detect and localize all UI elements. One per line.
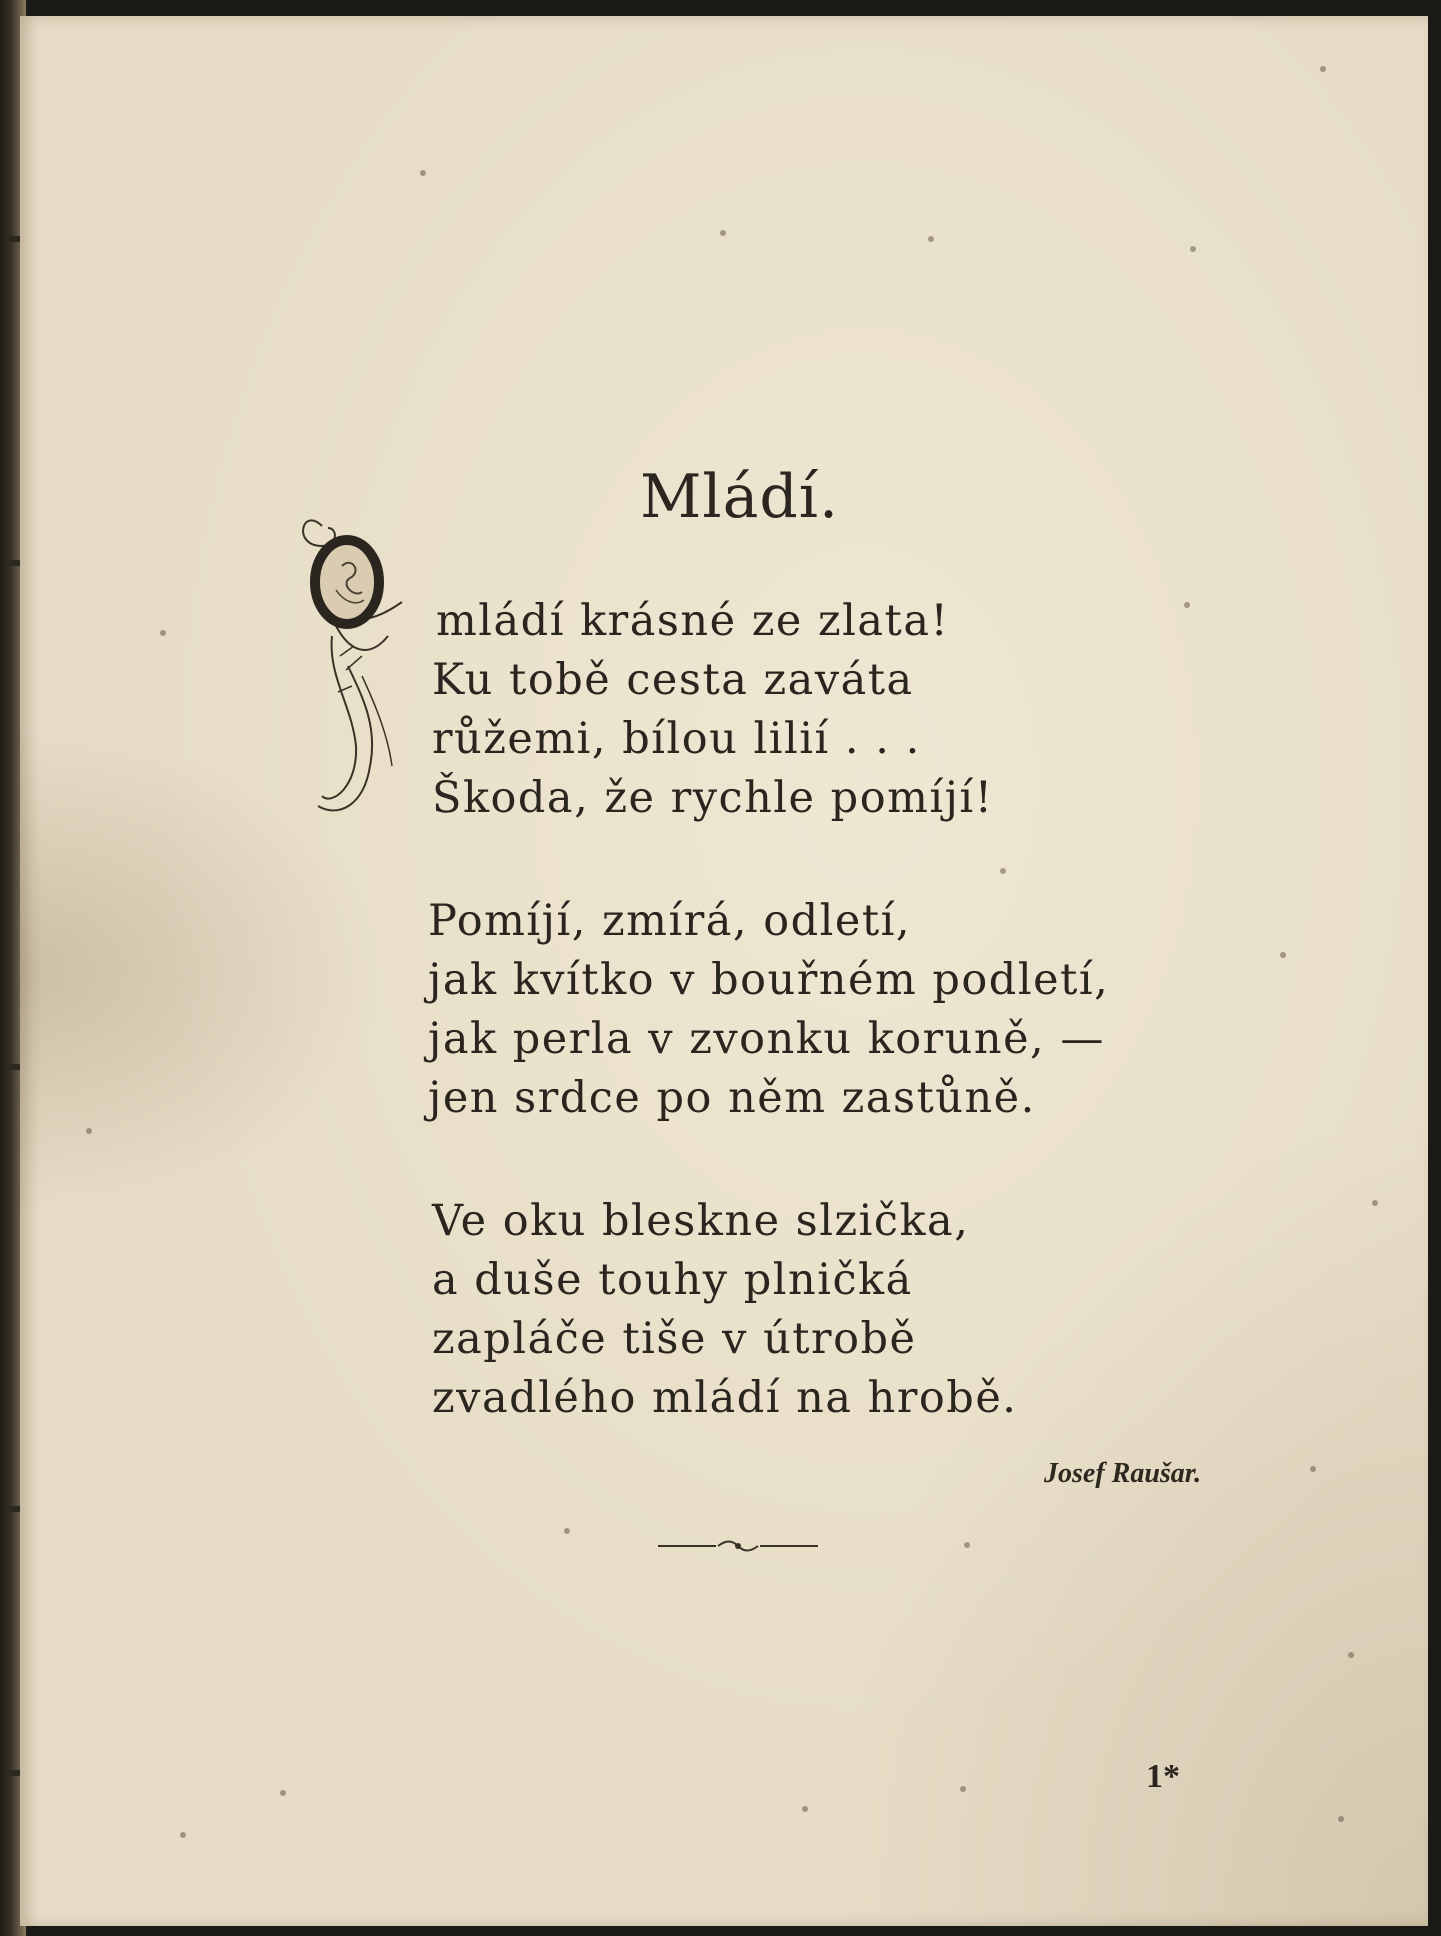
paper-speck [86, 1128, 92, 1134]
paper-speck [802, 1806, 808, 1812]
paper-speck [1280, 952, 1286, 958]
paper-speck [1372, 1200, 1378, 1206]
paper-speck [960, 1786, 966, 1792]
poem-line: Ku tobě cesta zaváta [432, 655, 914, 705]
paper-speck [564, 1528, 570, 1534]
ornamental-drop-cap [292, 506, 432, 836]
paper-speck [160, 630, 166, 636]
poem-line: růžemi, bílou lilií . . . [432, 714, 921, 764]
poem-line: mládí krásné ze zlata! [436, 596, 950, 646]
page-number: 1* [1146, 1758, 1180, 1795]
paper-speck [180, 1832, 186, 1838]
poem-line: a duše touhy plničká [432, 1255, 913, 1305]
stanza-3 [432, 1192, 1017, 1428]
paper-speck [720, 230, 726, 236]
poem-title: Mládí. [640, 462, 840, 532]
paper-speck [1184, 602, 1190, 608]
poem-line: zvadlého mládí na hrobě. [432, 1373, 1018, 1423]
author-signature: Josef Raušar. [1044, 1458, 1202, 1489]
paper-speck [1310, 1466, 1316, 1472]
paper-speck [928, 236, 934, 242]
poem-line: Ve oku bleskne slzička, [432, 1196, 970, 1246]
poem-line: jak kvítko v bouřném podletí, [428, 955, 1110, 1005]
poem-line: Pomíjí, zmírá, odletí, [428, 896, 912, 946]
paper-speck [420, 170, 426, 176]
paper-speck [964, 1542, 970, 1548]
paper-speck [1000, 868, 1006, 874]
divider-ornament [656, 1536, 820, 1556]
stanza-2 [428, 892, 1109, 1128]
poem-line: jen srdce po něm zastůně. [428, 1073, 1036, 1123]
paper-speck [1190, 246, 1196, 252]
paper-speck [1338, 1816, 1344, 1822]
book-page [20, 16, 1428, 1926]
poem-line: Škoda, že rychle pomíjí! [432, 773, 994, 823]
poem-line: jak perla v zvonku koruně, — [428, 1014, 1105, 1064]
stanza-1 [432, 592, 993, 828]
poem-line: zapláče tiše v útrobě [432, 1314, 917, 1364]
paper-speck [280, 1790, 286, 1796]
paper-speck [1320, 66, 1326, 72]
paper-speck [1348, 1652, 1354, 1658]
